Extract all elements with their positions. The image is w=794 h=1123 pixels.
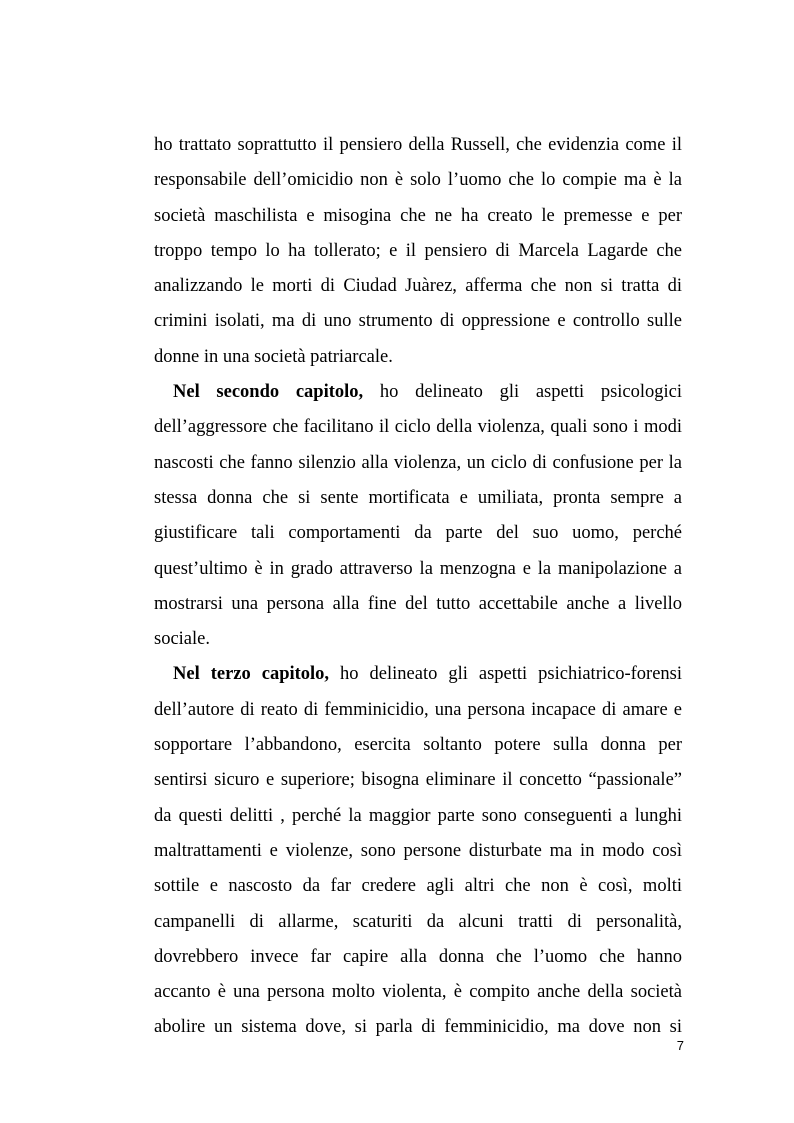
chapter-heading-inline: Nel terzo capitolo, [173,664,330,685]
paragraph-second-chapter [154,375,682,657]
text-line: responsabile dell’omicidio non è solo l’uomo che lo compie ma è la [154,170,682,191]
text-line: società maschilista e misogina che ne ha creato le premesse e per [154,205,682,226]
text-run: ho delineato gli aspetti psichiatrico-forensi [329,664,682,685]
text-line: giustificare tali comportamenti da parte del suo uomo, perché [154,523,682,544]
chapter-heading-inline: Nel secondo capitolo, [173,382,364,403]
text-line: dovrebbero invece far capire alla donna che l’uomo che hanno [154,946,682,967]
text-line: donne in una società patriarcale. [154,346,393,367]
text-line: sentirsi sicuro e superiore; bisogna eliminare il concetto “passionale” [154,770,682,791]
text-line: abolire un sistema dove, si parla di femminicidio, ma dove non si [154,1017,682,1038]
text-line: dell’aggressore che facilitano il ciclo della violenza, quali sono i modi [154,417,682,438]
text-line: analizzando le morti di Ciudad Juàrez, afferma che non si tratta di [154,276,682,297]
text-line: mostrarsi una persona alla fine del tutto accettabile anche a livello [154,593,682,614]
page-number: 7 [676,1038,684,1053]
text-line: sociale. [154,629,210,650]
text-line: troppo tempo lo ha tollerato; e il pensiero di Marcela Lagarde che [154,240,682,261]
text-line: dell’autore di reato di femminicidio, una persona incapace di amare e [154,699,682,720]
text-line: nascosti che fanno silenzio alla violenza, un ciclo di confusione per la [154,452,682,473]
text-line [154,657,682,692]
text-line: da questi delitti , perché la maggior parte sono conseguenti a lunghi [154,805,682,826]
paragraph-intro-continuation [154,128,682,375]
text-line: sottile e nascosto da far credere agli altri che non è così, molti [154,876,682,897]
text-run: ho delineato gli aspetti psicologici [363,382,683,403]
text-line: sopportare l’abbandono, esercita soltanto potere sulla donna per [154,735,682,756]
text-line: crimini isolati, ma di uno strumento di oppressione e controllo sulle [154,311,682,332]
text-line: maltrattamenti e violenze, sono persone disturbate ma in modo così [154,840,682,861]
text-line: stessa donna che si sente mortificata e umiliata, pronta sempre a [154,487,682,508]
paragraph-third-chapter [154,657,682,1045]
body-text [154,128,682,1046]
text-line: quest’ultimo è in grado attraverso la menzogna e la manipolazione a [154,558,682,579]
text-line: ho trattato soprattutto il pensiero della Russell, che evidenzia come il [154,135,682,155]
text-line [154,375,682,410]
text-line: campanelli di allarme, scaturiti da alcuni tratti di personalità, [154,911,682,932]
text-line: accanto è una persona molto violenta, è compito anche della società [154,982,682,1003]
